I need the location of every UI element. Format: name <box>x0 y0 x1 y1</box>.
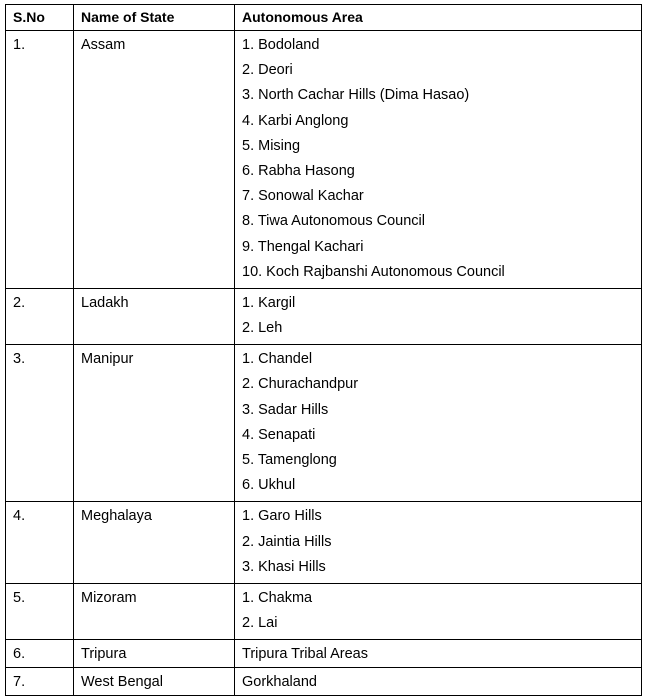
table-row <box>6 640 642 668</box>
autonomous-area-item: 6. Rabha Hasong <box>242 162 355 179</box>
table-body <box>6 31 642 696</box>
state-name: Manipur <box>81 351 134 368</box>
autonomous-area-item: 1. Kargil <box>242 294 296 311</box>
autonomous-area-item: 1. Chakma <box>242 589 313 606</box>
autonomous-area-item: 3. North Cachar Hills (Dima Hasao) <box>242 87 470 104</box>
table-row <box>6 31 642 289</box>
cell-sno <box>6 288 74 344</box>
autonomous-area-item: 3. Sadar Hills <box>242 401 329 418</box>
cell-state <box>74 668 235 696</box>
sno-text: 5. <box>13 589 26 606</box>
autonomous-areas-table <box>5 4 642 696</box>
table-row <box>6 345 642 502</box>
cell-autonomous-areas <box>235 31 642 289</box>
autonomous-area-item: 2. Churachandpur <box>242 376 359 393</box>
cell-autonomous-areas <box>235 668 642 696</box>
cell-sno <box>6 583 74 639</box>
sno-text: 7. <box>13 674 26 691</box>
sno-text: 2. <box>13 294 26 311</box>
sno-text: 4. <box>13 508 26 525</box>
table-row <box>6 502 642 584</box>
autonomous-area-item: Gorkhaland <box>242 674 317 691</box>
autonomous-area-item: 1. Chandel <box>242 351 313 368</box>
header-state: Name of State <box>74 5 235 31</box>
sno-text: 3. <box>13 351 26 368</box>
autonomous-area-item: 2. Deori <box>242 62 293 79</box>
autonomous-area-item: 1. Garo Hills <box>242 508 322 525</box>
autonomous-area-item: Tripura Tribal Areas <box>242 646 368 663</box>
state-name: Ladakh <box>81 294 129 311</box>
autonomous-area-item: 4. Karbi Anglong <box>242 112 349 129</box>
cell-autonomous-areas <box>235 640 642 668</box>
cell-state <box>74 288 235 344</box>
cell-sno <box>6 502 74 584</box>
autonomous-area-item: 7. Sonowal Kachar <box>242 188 364 205</box>
cell-state <box>74 640 235 668</box>
table-row <box>6 288 642 344</box>
cell-sno <box>6 31 74 289</box>
table-row <box>6 583 642 639</box>
autonomous-area-item: 10. Koch Rajbanshi Autonomous Council <box>242 263 505 280</box>
header-autonomous-area: Autonomous Area <box>235 5 642 31</box>
autonomous-area-item: 4. Senapati <box>242 426 316 443</box>
autonomous-area-item: 1. Bodoland <box>242 37 320 53</box>
cell-state <box>74 502 235 584</box>
cell-autonomous-areas <box>235 502 642 584</box>
autonomous-area-item: 5. Tamenglong <box>242 452 337 468</box>
sno-text: 1. <box>13 37 26 53</box>
cell-sno <box>6 668 74 696</box>
table-row <box>6 668 642 696</box>
cell-state <box>74 31 235 289</box>
cell-state <box>74 345 235 502</box>
autonomous-area-item: 8. Tiwa Autonomous Council <box>242 213 425 230</box>
cell-state <box>74 583 235 639</box>
state-name: Meghalaya <box>81 508 152 525</box>
autonomous-area-item: 2. Lai <box>242 615 278 632</box>
table-header-row <box>6 5 642 31</box>
autonomous-area-item: 2. Jaintia Hills <box>242 533 332 550</box>
cell-sno <box>6 345 74 502</box>
state-name: Assam <box>81 37 126 53</box>
header-sno: S.No <box>6 5 74 31</box>
sno-text: 6. <box>13 646 26 663</box>
autonomous-area-item: 2. Leh <box>242 320 283 337</box>
state-name: West Bengal <box>81 674 163 691</box>
autonomous-area-item: 5. Mising <box>242 137 301 154</box>
autonomous-area-item: 9. Thengal Kachari <box>242 238 364 255</box>
autonomous-area-item: 3. Khasi Hills <box>242 558 326 575</box>
cell-sno <box>6 640 74 668</box>
cell-autonomous-areas <box>235 583 642 639</box>
state-name: Tripura <box>81 646 127 663</box>
cell-autonomous-areas <box>235 345 642 502</box>
autonomous-area-item: 6. Ukhul <box>242 477 296 494</box>
state-name: Mizoram <box>81 589 137 606</box>
cell-autonomous-areas <box>235 288 642 344</box>
